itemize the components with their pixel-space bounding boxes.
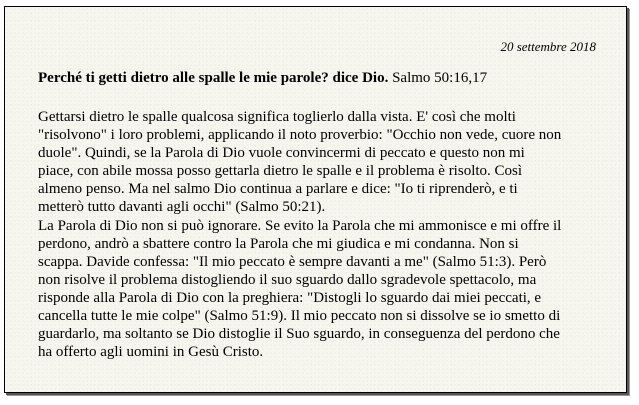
devotional-card	[4, 6, 627, 393]
body-line: piace, con abile mossa posso gettarla dietro le spalle e il problema è risolto. Così	[38, 163, 523, 180]
body-line: almeno penso. Ma nel salmo Dio continua a parlare e dice: "Io ti riprenderò, e ti	[38, 181, 518, 198]
body-line: cancella tutte le mie colpe" (Salmo 51:9). Il mio peccato non si dissolve se io smetto di	[38, 308, 561, 325]
body-line: perdono, andrò a sbattere contro la Parola che mi giudica e mi condanna. Non si	[38, 235, 519, 252]
body-line: duole". Quindi, se la Parola di Dio vuole convincermi di peccato e questo non mi	[38, 145, 525, 162]
body-line: guardarlo, ma soltanto se Dio distoglie il Suo sguardo, in conseguenza del perdono che	[38, 326, 560, 343]
body-line: "risolvono" i loro problemi, applicando il noto proverbio: "Occhio non vede, cuore non	[38, 127, 562, 144]
devotional-heading	[38, 70, 613, 87]
body-line: La Parola di Dio non si può ignorare. Se evito la Parola che mi ammonisce e mi offre il	[38, 217, 562, 234]
body-line: ha offerto agli uomini in Gesù Cristo.	[38, 344, 264, 361]
body-line: risponde alla Parola di Dio con la preghiera: "Distogli lo sguardo dai miei peccati, e	[38, 289, 542, 306]
body-line: metterò tutto davanti agli occhi" (Salmo 50:21).	[38, 199, 326, 216]
body-line: Gettarsi dietro le spalle qualcosa significa toglierlo dalla vista. E' così che molti	[38, 109, 516, 125]
heading-reference: Salmo 50:16,17	[392, 70, 488, 86]
date-label: 20 settembre 2018	[500, 39, 596, 54]
body-line: non risolve il problema distogliendo il suo sguardo dallo sgradevole spettacolo, ma	[38, 271, 537, 288]
body-line: scappa. Davide confessa: "Il mio peccato è sempre davanti a me" (Salmo 51:3). Però	[38, 253, 547, 270]
heading-question: Perché ti getti dietro alle spalle le mie parole? dice Dio.	[38, 70, 389, 86]
devotional-body	[38, 108, 618, 361]
